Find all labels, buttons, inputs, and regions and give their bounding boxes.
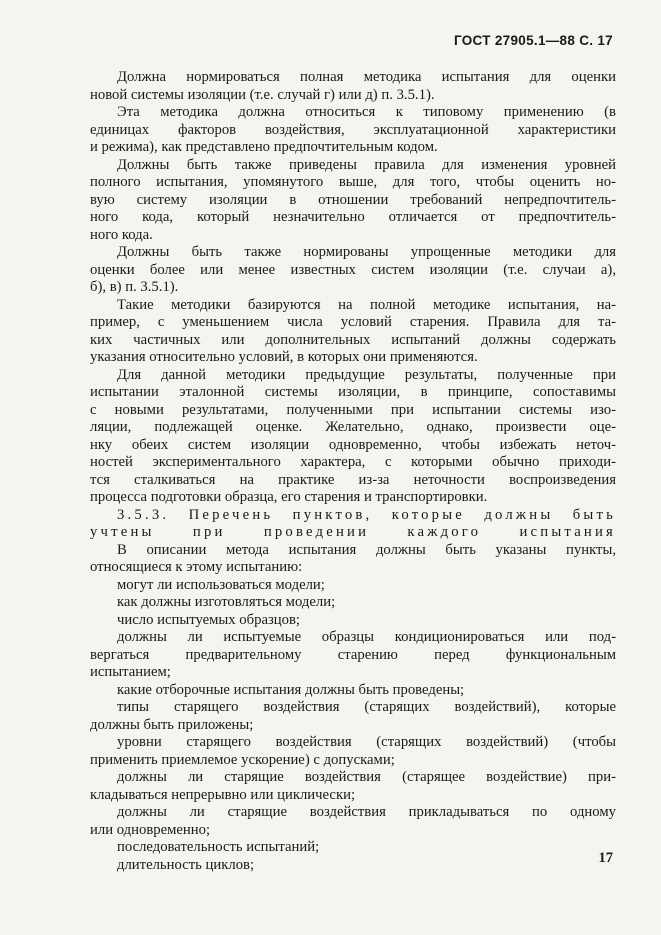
text-line: единицах факторов воздействия, эксплуатационной характеристики — [90, 121, 616, 138]
text-line: 3.5.3. Перечень пунктов, которые должны быть — [117, 506, 616, 523]
text-line: последовательность испытаний; — [117, 839, 320, 855]
text-line: применить приемлемое ускорение) с допусками; — [90, 751, 395, 768]
text-line: должны ли старящие воздействия прикладываться по одному — [117, 804, 616, 820]
text-line: испытании эталонной системы изоляции, в принципе, сопоставимы — [90, 384, 616, 400]
text-line: Должны быть также приведены правила для изменения уровней — [117, 156, 616, 173]
text-line: как должны изготовляться модели; — [117, 594, 336, 610]
text-line: Должна нормироваться полная методика испытания для оценки — [117, 69, 616, 85]
text-line: ких частичных или дополнительных испытаний должны содержать — [90, 331, 616, 348]
text-line: указания относительно условий, в которых они применяются. — [90, 349, 478, 365]
text-line: испытанием; — [90, 664, 171, 680]
text-line: длительность циклов; — [117, 856, 255, 873]
text-line: должны ли старящие воздействия (старящее воздействие) при- — [117, 769, 616, 785]
document-body — [90, 69, 616, 874]
text-line: число испытуемых образцов; — [117, 611, 300, 628]
page-number: 17 — [598, 850, 613, 866]
text-line: относящиеся к этому испытанию: — [90, 559, 303, 575]
text-line: или одновременно; — [90, 821, 211, 838]
text-line: с новыми результатами, полученными при испытании системы изо- — [90, 401, 616, 418]
text-line: ностей экспериментального характера, с которыми обычно приходи- — [90, 454, 616, 470]
text-line: типы старящего воздействия (старящих воздействий), которые — [117, 699, 616, 715]
text-line: Такие методики базируются на полной методике испытания, на- — [117, 296, 616, 313]
text-line: ного кода. — [90, 226, 153, 243]
text-line: и режима), как представлено предпочтительным кодом. — [90, 139, 438, 155]
text-line: В описании метода испытания должны быть указаны пункты, — [117, 541, 616, 558]
page-header: ГОСТ 27905.1—88 С. 17 — [453, 33, 613, 48]
text-line: должны быть приложены; — [90, 716, 254, 733]
text-line: тся сталкиваться на практике из-за неточности воспроизведения — [90, 471, 616, 488]
text-line: уровни старящего воздействия (старящих воздействий) (чтобы — [117, 734, 616, 750]
text-line: кладываться непрерывно или циклически; — [90, 786, 356, 803]
text-line: Эта методика должна относиться к типовому применению (в — [117, 104, 616, 120]
text-line: новой системы изоляции (т.е. случай г) или д) п. 3.5.1). — [90, 86, 435, 103]
text-line: Должны быть также нормированы упрощенные методики для — [117, 244, 616, 260]
text-line: пример, с уменьшением числа условий старения. Правила для та- — [90, 314, 616, 330]
text-line: полного испытания, упомянутого выше, для того, чтобы оценить но- — [90, 174, 616, 190]
text-line: могут ли использоваться модели; — [117, 576, 325, 593]
text-line: вергаться предварительному старению перед функциональным — [90, 646, 616, 663]
text-line: ляции, подлежащей оценке. Желательно, однако, произвести оце- — [90, 419, 616, 435]
text-line: нку обеих систем изоляции одновременно, чтобы избежать неточ- — [90, 436, 616, 453]
text-line: какие отборочные испытания должны быть проведены; — [117, 681, 465, 698]
text-line: б), в) п. 3.5.1). — [90, 279, 179, 295]
text-line: Для данной методики предыдущие результаты, полученные при — [117, 366, 616, 383]
text-line: должны ли испытуемые образцы кондиционироваться или под- — [117, 629, 616, 645]
text-line: процесса подготовки образца, его старения и транспортировки. — [90, 489, 488, 505]
text-line: оценки более или менее известных систем изоляции (т.е. случаи а), — [90, 261, 616, 278]
text-line: учтены при проведении каждого испытания — [90, 524, 616, 540]
text-line: ного кода, который незначительно отличается от предпочтитель- — [90, 209, 616, 225]
text-line: вую систему изоляции в отношении требований непредпочтитель- — [90, 191, 616, 208]
